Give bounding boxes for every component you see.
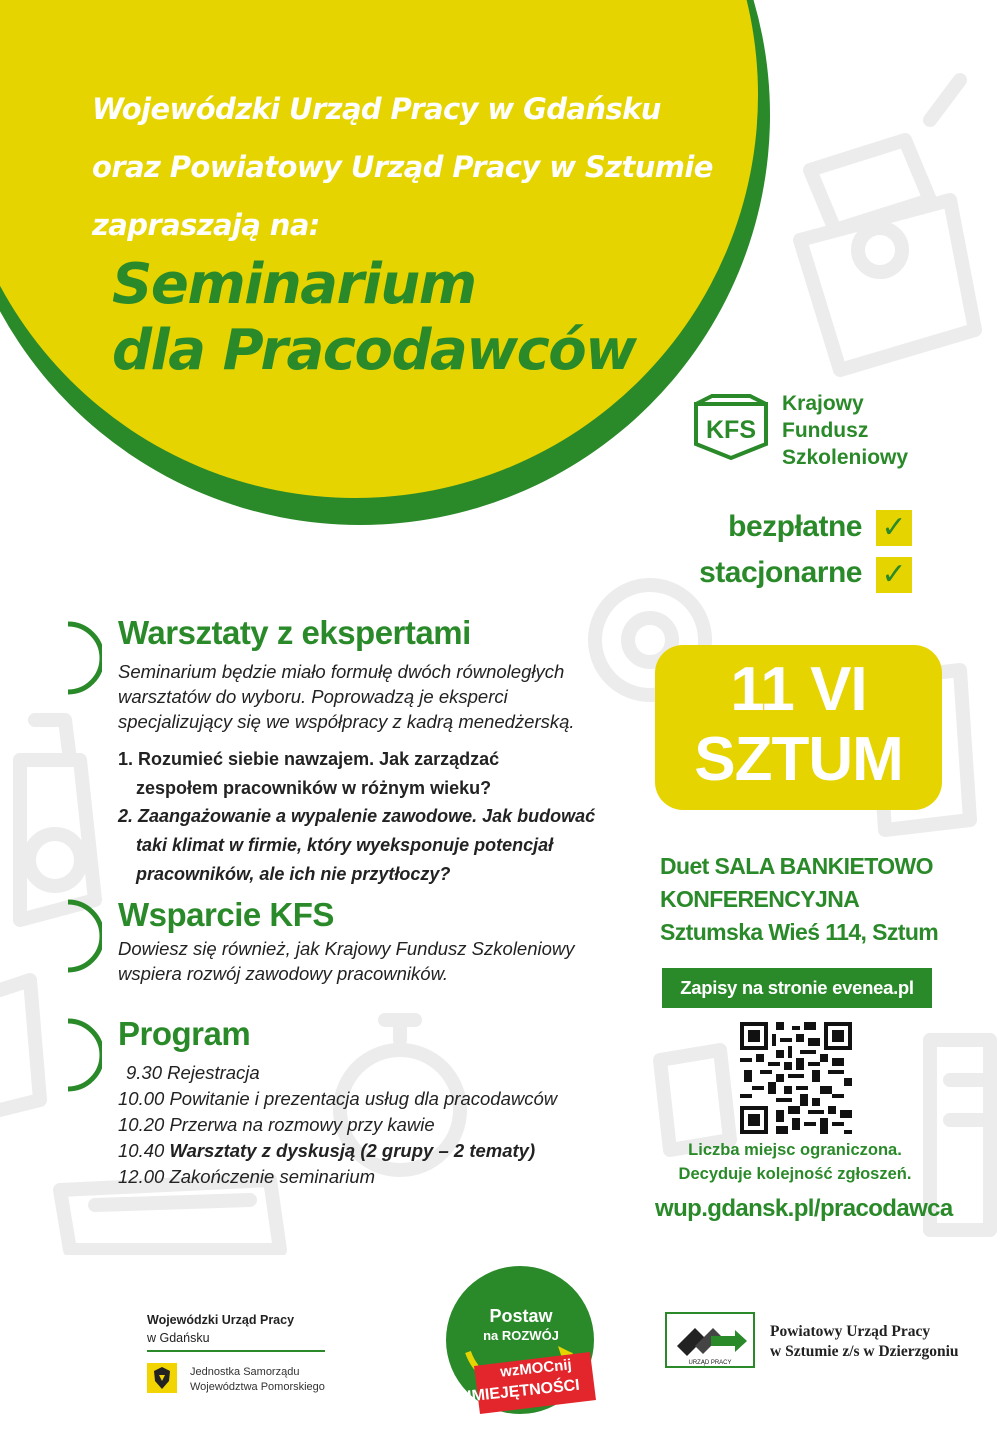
program-row bbox=[118, 1164, 557, 1190]
workshop-topic-1 bbox=[118, 745, 499, 803]
program-text: Warsztaty z dyskusją (2 grupy – 2 tematy) bbox=[169, 1140, 536, 1161]
program-text: Rejestracja bbox=[167, 1062, 260, 1083]
samorzad-line: Województwa Pomorskiego bbox=[190, 1381, 325, 1393]
topic-line: taki klimat w firmie, który wyeksponuje potencjał bbox=[136, 835, 554, 855]
footer-divider bbox=[147, 1350, 325, 1352]
program-time: 10.40 bbox=[118, 1140, 165, 1161]
limited-seats-note bbox=[660, 1138, 930, 1186]
wup-line: w Gdańsku bbox=[147, 1331, 210, 1345]
limit-line: Decyduje kolejność zgłoszeń. bbox=[678, 1165, 912, 1183]
venue-line: Duet SALA BANKIETOWO bbox=[660, 853, 933, 879]
check-icon: ✓ bbox=[876, 557, 912, 593]
venue-line: Sztumska Wieś 114, Sztum bbox=[660, 919, 939, 945]
pomorskie-crest-icon bbox=[147, 1363, 177, 1393]
qr-code-icon[interactable] bbox=[740, 1022, 852, 1134]
campaign-line-2: na ROZWÓJ bbox=[483, 1328, 559, 1343]
topic-line: 1. Rozumieć siebie nawzajem. Jak zarządzać bbox=[118, 749, 500, 769]
desc-line: warsztatów do wyboru. Poprowadzą je eksperci bbox=[118, 686, 508, 707]
feature-onsite: stacjonarne bbox=[699, 556, 862, 589]
program-row bbox=[118, 1138, 557, 1164]
samorzad-text bbox=[190, 1365, 325, 1395]
program-time: 12.00 bbox=[118, 1166, 165, 1187]
pup-logo-icon bbox=[665, 1312, 755, 1368]
workshops-description bbox=[118, 659, 575, 734]
support-description bbox=[118, 936, 575, 986]
kfs-badge-text: KFS bbox=[706, 416, 756, 444]
intro-line: oraz Powiatowy Urząd Pracy w Sztumie bbox=[92, 150, 713, 184]
venue bbox=[660, 850, 938, 949]
limit-line: Liczba miejsc ograniczona. bbox=[688, 1141, 902, 1159]
title-line: dla Pracodawców bbox=[112, 318, 636, 383]
date-box bbox=[655, 645, 942, 810]
section-title-support: Wsparcie KFS bbox=[118, 896, 334, 933]
event-city: SZTUM bbox=[694, 725, 903, 794]
pup-logo-text: URZĄD PRACY bbox=[688, 1360, 732, 1366]
event-date: 11 VI bbox=[730, 655, 867, 724]
title-line: Seminarium bbox=[112, 252, 476, 317]
program-time: 10.00 bbox=[118, 1088, 165, 1109]
kfs-name bbox=[782, 390, 908, 471]
intro-line: Wojewódzki Urząd Pracy w Gdańsku bbox=[92, 92, 661, 126]
desc-line: specjalizujący się we współpracy z kadrą menedżerską. bbox=[118, 711, 575, 732]
campaign-line-1: Postaw bbox=[489, 1306, 553, 1326]
program-time: 9.30 bbox=[126, 1062, 163, 1083]
kfs-name-line: Szkoleniowy bbox=[782, 446, 909, 469]
topic-line: zespołem pracowników w różnym wieku? bbox=[136, 778, 492, 798]
seminar-title bbox=[112, 252, 635, 384]
feature-free: bezpłatne bbox=[728, 510, 862, 543]
arc-bullet-icon bbox=[62, 1015, 102, 1095]
program-text: Przerwa na rozmowy przy kawie bbox=[169, 1114, 435, 1135]
pup-name bbox=[770, 1322, 959, 1362]
desc-line: Seminarium będzie miało formułę dwóch równoległych bbox=[118, 661, 565, 682]
arc-bullet-icon bbox=[62, 618, 102, 698]
program-text: Powitanie i prezentacja usług dla pracodawców bbox=[169, 1088, 558, 1109]
kfs-logo-icon bbox=[690, 392, 772, 462]
workshop-topic-2 bbox=[118, 802, 595, 889]
signup-banner[interactable]: Zapisy na stronie evenea.pl bbox=[662, 968, 932, 1008]
kfs-name-line: Fundusz bbox=[782, 419, 869, 442]
program-time: 10.20 bbox=[118, 1114, 165, 1135]
pup-line: w Sztumie z/s w Dzierzgoniu bbox=[770, 1343, 959, 1360]
section-title-program: Program bbox=[118, 1015, 251, 1052]
arc-bullet-icon bbox=[62, 896, 102, 976]
desc-line: Dowiesz się również, jak Krajowy Fundusz Szkoleniowy bbox=[118, 938, 575, 959]
program-row bbox=[118, 1086, 557, 1112]
kfs-name-line: Krajowy bbox=[782, 392, 864, 415]
wup-line: Wojewódzki Urząd Pracy bbox=[147, 1313, 295, 1327]
campaign-line-3: wzMOCnij bbox=[499, 1356, 573, 1381]
program-list bbox=[118, 1060, 557, 1190]
topic-line: pracowników, ale ich nie przytłoczy? bbox=[136, 864, 451, 884]
desc-line: wspiera rozwój zawodowy pracowników. bbox=[118, 963, 449, 984]
intro-line: zapraszają na: bbox=[92, 208, 320, 242]
program-row bbox=[118, 1112, 557, 1138]
program-row bbox=[118, 1060, 557, 1086]
intro-text bbox=[92, 80, 732, 254]
samorzad-line: Jednostka Samorządu bbox=[190, 1366, 300, 1378]
venue-line: KONFERENCYJNA bbox=[660, 886, 860, 912]
topic-line: 2. Zaangażowanie a wypalenie zawodowe. Jak budować bbox=[118, 806, 596, 826]
program-text: Zakończenie seminarium bbox=[169, 1166, 376, 1187]
section-title-workshops: Warsztaty z ekspertami bbox=[118, 614, 471, 651]
pup-line: Powiatowy Urząd Pracy bbox=[770, 1323, 931, 1340]
campaign-line-4: UMIEJĘTNOŚCI bbox=[459, 1376, 581, 1407]
website-link[interactable]: wup.gdansk.pl/pracodawca bbox=[655, 1195, 953, 1222]
check-icon: ✓ bbox=[876, 510, 912, 546]
wup-name bbox=[147, 1311, 294, 1347]
